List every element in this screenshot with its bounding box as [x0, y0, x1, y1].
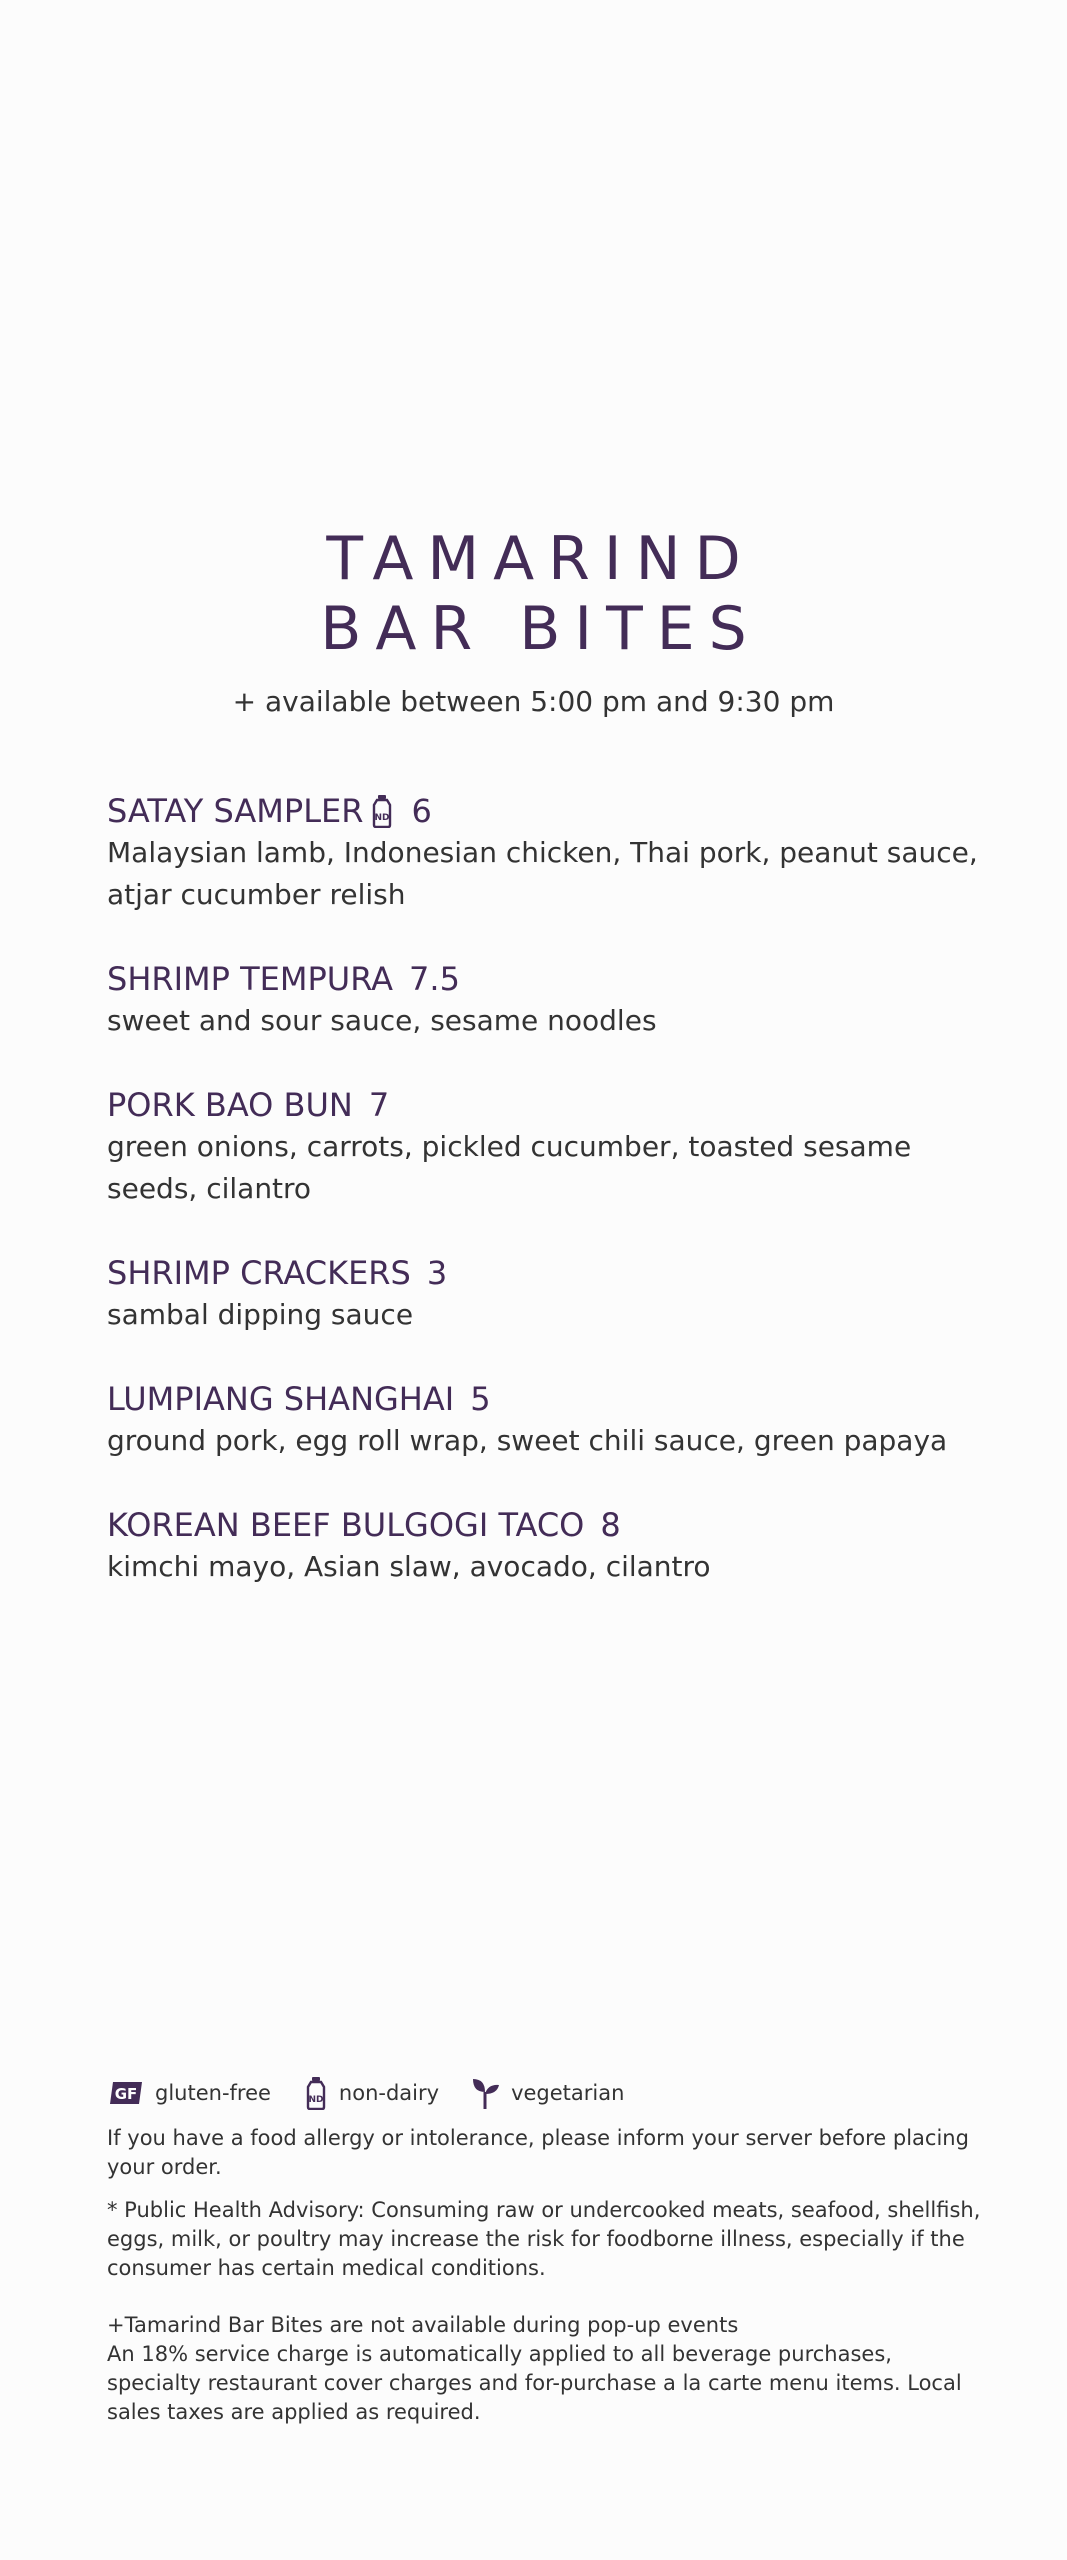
menu-item-heading: [107, 790, 987, 832]
allergy-note: If you have a food allergy or intolerance, please inform your server before placing your order.: [107, 2126, 969, 2179]
legend-vegetarian: [471, 2076, 624, 2110]
menu-item-name: SHRIMP TEMPURA: [107, 960, 394, 998]
legend-gluten-free-label: gluten-free: [155, 2080, 271, 2105]
popup-note: +Tamarind Bar Bites are not available during pop-up events: [107, 2313, 739, 2337]
service-charge-note: An 18% service charge is automatically applied to all beverage purchases, specialty restaurant cover charges and for-purchase a la carte menu items. Local sales taxes are applied as required.: [107, 2342, 962, 2424]
menu-header: [0, 524, 1067, 720]
non-dairy-icon: [369, 794, 395, 828]
availability-subtitle: + available between 5:00 pm and 9:30 pm: [232, 685, 835, 718]
menu-item-heading: [107, 1504, 987, 1546]
legend-non-dairy-label: non-dairy: [338, 2080, 440, 2105]
menu-item-description: green onions, carrots, pickled cucumber, toasted sesame seeds, cilantro: [107, 1130, 912, 1205]
menu-item: [107, 1084, 987, 1210]
menu-item-name: LUMPIANG SHANGHAI: [107, 1380, 455, 1418]
legend-non-dairy: [303, 2076, 439, 2110]
menu-item-heading: [107, 1252, 987, 1294]
menu-item: [107, 1504, 987, 1588]
menu-item-description: ground pork, egg roll wrap, sweet chili sauce, green papaya: [107, 1424, 948, 1457]
menu-item-heading: [107, 958, 987, 1000]
menu-item-heading: [107, 1084, 987, 1126]
menu-item-description: Malaysian lamb, Indonesian chicken, Thai pork, peanut sauce, atjar cucumber relish: [107, 836, 978, 911]
menu-item-price: 8: [600, 1506, 621, 1544]
nd-badge-text: ND: [308, 2095, 324, 2105]
legend-vegetarian-label: vegetarian: [511, 2080, 625, 2105]
menu-item-price: 6: [411, 792, 432, 830]
menu-item: [107, 1252, 987, 1336]
menu-item-name: SATAY SAMPLER: [107, 792, 364, 830]
menu-item-price: 7: [368, 1086, 390, 1124]
menu-item-price: 3: [426, 1254, 448, 1292]
menu-item: [107, 790, 987, 916]
menu-item-name: KOREAN BEEF BULGOGI TACO: [107, 1506, 585, 1544]
menu-item: [107, 958, 987, 1042]
menu-footer: [107, 2076, 987, 2441]
non-dairy-icon: [303, 2076, 329, 2110]
menu-item: [107, 1378, 987, 1462]
dietary-legend: [107, 2076, 987, 2110]
menu-item-name: PORK BAO BUN: [107, 1086, 353, 1124]
menu-item-name: SHRIMP CRACKERS: [107, 1254, 411, 1292]
health-advisory: * Public Health Advisory: Consuming raw or undercooked meats, seafood, shellfish, eggs, milk, or poultry may increase the risk for foodborne illness, especially if the consumer has certain medical conditions.: [107, 2198, 981, 2280]
gf-badge-text: GF: [114, 2085, 138, 2103]
menu-item-price: 7.5: [409, 960, 460, 998]
menu-item-heading: [107, 1378, 987, 1420]
svg-text:ND: ND: [374, 813, 390, 823]
gluten-free-icon: [107, 2081, 145, 2105]
legend-gluten-free: [107, 2079, 271, 2108]
menu-list: [107, 790, 987, 1630]
menu-title-line-1: TAMARIND: [326, 524, 755, 594]
menu-item-description: sambal dipping sauce: [107, 1298, 414, 1331]
menu-item-description: sweet and sour sauce, sesame noodles: [107, 1004, 657, 1037]
menu-item-price: 5: [470, 1380, 491, 1418]
menu-item-description: kimchi mayo, Asian slaw, avocado, cilantro: [107, 1550, 711, 1583]
menu-title-line-2: BAR BITES: [320, 594, 761, 664]
sprout-icon: [471, 2076, 501, 2110]
